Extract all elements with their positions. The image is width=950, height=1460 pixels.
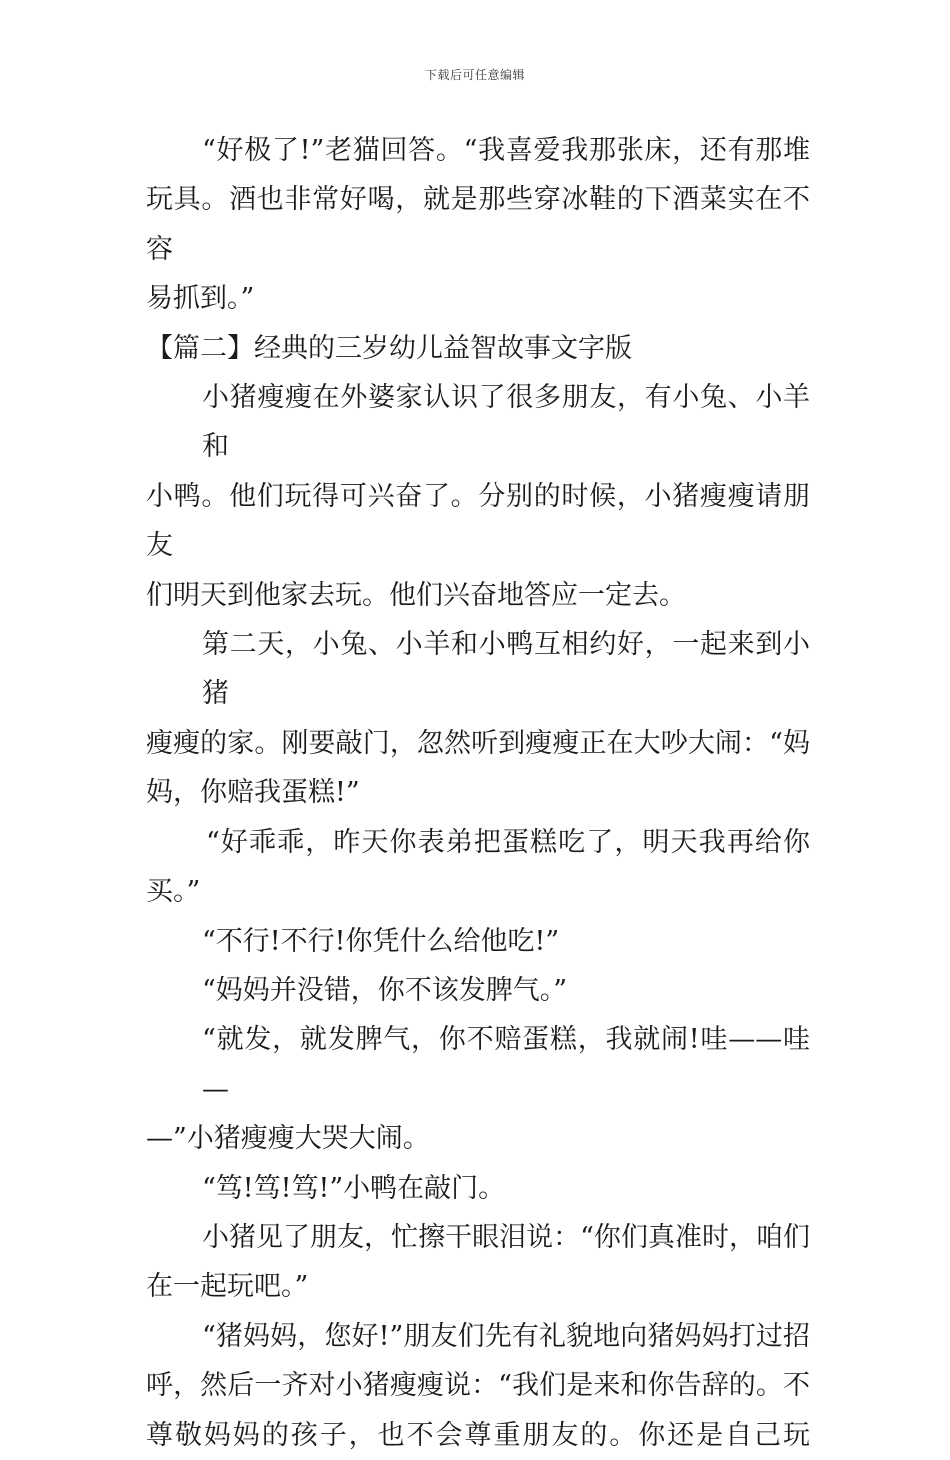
text-line: “妈妈并没错，你不该发脾气。” (202, 974, 568, 1006)
page-header: 下载后可任意编辑 (424, 68, 525, 82)
text-line: 买。” (146, 876, 201, 908)
text-line: 小鸭。他们玩得可兴奋了。分别的时候，小猪瘦瘦请朋友 (146, 480, 810, 562)
text-line: 们明天到他家去玩。他们兴奋地答应一定去。 (146, 579, 686, 611)
text-line: 呼，然后一齐对小猪瘦瘦说：“我们是来和你告辞的。不 (146, 1370, 810, 1402)
text-line: 瘦瘦的家。刚要敲门，忽然听到瘦瘦正在大吵大闹：“妈 (146, 727, 810, 759)
text-line: “就发，就发脾气，你不赔蛋糕，我就闹!哇——哇— (202, 1024, 810, 1105)
text-line: “不行!不行!你凭什么给他吃!” (202, 925, 560, 957)
text-line: “好极了!”老猫回答。“我喜爱我那张床，还有那堆 (202, 135, 810, 166)
text-line: 【篇二】经典的三岁幼儿益智故事文字版 (146, 332, 632, 364)
document-body (146, 126, 810, 1460)
text-line: 玩具。酒也非常好喝，就是那些穿冰鞋的下酒菜实在不容 (146, 184, 810, 265)
text-line: “好乖乖，昨天你表弟把蛋糕吃了，明天我再给你 (206, 826, 810, 858)
text-line: 在一起玩吧。” (146, 1271, 309, 1303)
text-line: 小猪见了朋友，忙擦干眼泪说：“你们真准时，咱们 (202, 1221, 810, 1253)
text-line: 小猪瘦瘦在外婆家认识了很多朋友，有小兔、小羊和 (202, 382, 810, 463)
text-line: 妈，你赔我蛋糕!” (146, 777, 360, 809)
text-line: “笃!笃!笃!”小鸭在敲门。 (202, 1172, 506, 1204)
text-line: —”小猪瘦瘦大哭大闹。 (146, 1123, 430, 1155)
text-line: 尊敬妈妈的孩子，也不会尊重朋友的。你还是自己玩 (146, 1419, 810, 1451)
text-line: “猪妈妈，您好!”朋友们先有礼貌地向猪妈妈打过招 (202, 1320, 810, 1352)
text-line: 第二天，小兔、小羊和小鸭互相约好，一起来到小猪 (202, 629, 810, 710)
text-line: 易抓到。” (146, 283, 255, 315)
